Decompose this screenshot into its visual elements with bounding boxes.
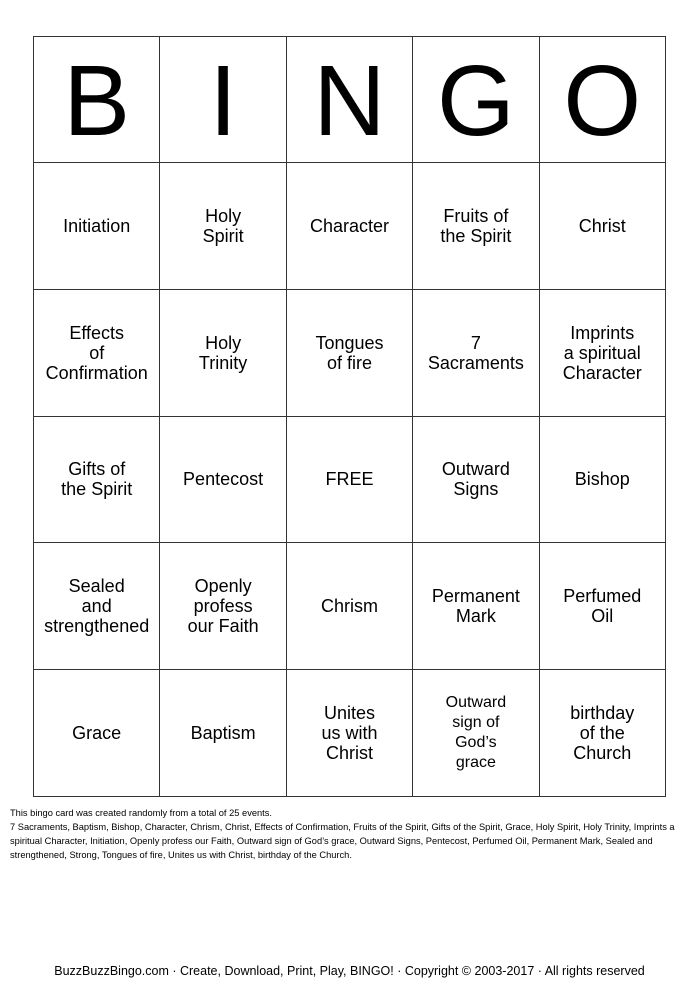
card-cell: Gifts of the Spirit [34,416,160,543]
event-list: 7 Sacraments, Baptism, Bishop, Character, Chrism, Christ, Effects of Confirmation, Fruits of the Spirit, Gifts of the Spirit, Grace, Holy Spirit, Holy Trinity, Imprints a spiritual Character, Initiation, Openly profess our Faith, Outward sign of God’s grace, Outward Signs, Pentecost, Perfumed Oil, Permanent Mark, Sealed and strengthened, Strong, Tongues of fire, Unites us with Christ, birthday of the Church. [10,822,675,860]
card-cell: Outward Signs [413,416,539,543]
bingo-card [33,36,666,797]
card-cell: Grace [34,670,160,797]
card-row [34,289,666,416]
card-cell: Effects of Confirmation [34,289,160,416]
card-row [34,163,666,290]
card-cell: Outward sign of God’s grace [413,670,539,797]
free-cell: FREE [286,416,412,543]
header-letter-i: I [160,37,286,163]
card-cell: Bishop [539,416,665,543]
card-row [34,543,666,670]
card-cell: Holy Spirit [160,163,286,290]
header-row [34,37,666,163]
card-cell: Perfumed Oil [539,543,665,670]
card-cell: Holy Trinity [160,289,286,416]
card-cell: Chrism [286,543,412,670]
card-cell: Baptism [160,670,286,797]
card-cell: Fruits of the Spirit [413,163,539,290]
card-row [34,670,666,797]
card-info [10,806,690,862]
header-letter-b: B [34,37,160,163]
card-cell: Tongues of fire [286,289,412,416]
card-cell: Christ [539,163,665,290]
card-cell: Permanent Mark [413,543,539,670]
event-count-note: This bingo card was created randomly from a total of 25 events. [10,808,272,818]
card-cell: Openly profess our Faith [160,543,286,670]
header-letter-n: N [286,37,412,163]
card-cell: 7 Sacraments [413,289,539,416]
footer-text: BuzzBuzzBingo.com · Create, Download, Print, Play, BINGO! · Copyright © 2003-2017 · All rights reserved [54,964,645,978]
card-cell: Pentecost [160,416,286,543]
card-row [34,416,666,543]
card-cell: birthday of the Church [539,670,665,797]
header-letter-g: G [413,37,539,163]
card-cell: Character [286,163,412,290]
card-cell: Unites us with Christ [286,670,412,797]
header-letter-o: O [539,37,665,163]
card-cell: Sealed and strengthened [34,543,160,670]
card-cell: Imprints a spiritual Character [539,289,665,416]
card-cell: Initiation [34,163,160,290]
